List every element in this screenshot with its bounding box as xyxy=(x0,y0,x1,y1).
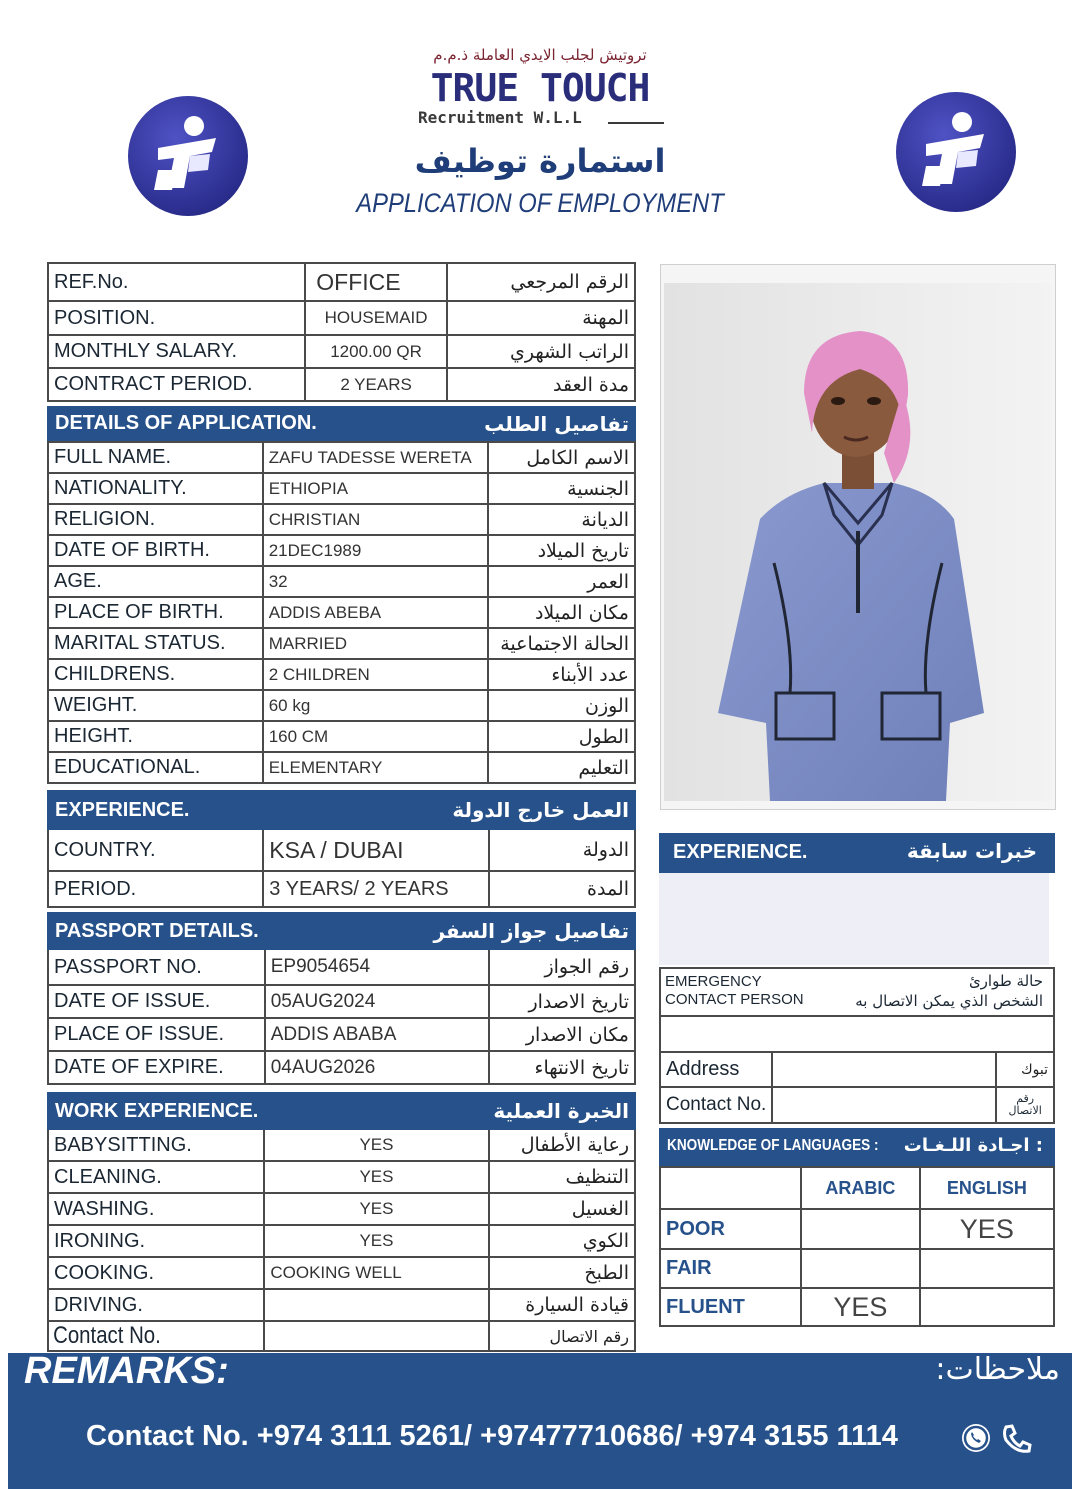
expire-date-value: 04AUG2026 xyxy=(265,1051,489,1084)
age-value: 32 xyxy=(263,566,489,597)
table-row xyxy=(660,1167,1054,1209)
details-table xyxy=(47,406,636,441)
religion-value: CHRISTIAN xyxy=(263,504,489,535)
details-header xyxy=(48,407,635,440)
table-row xyxy=(48,535,635,566)
contract-label: CONTRACT PERIOD. xyxy=(48,368,305,401)
level-poor: POOR xyxy=(660,1209,801,1249)
table-row xyxy=(48,829,635,871)
company-logo-right-icon xyxy=(896,92,1016,212)
emergency-contact-ar-line1: رقم xyxy=(1016,1092,1035,1105)
right-experience-box xyxy=(659,873,1049,965)
expire-date-label-ar: تاريخ الانتهاء xyxy=(489,1051,635,1084)
table-row xyxy=(48,1193,635,1225)
babysitting-value: YES xyxy=(264,1129,488,1161)
subtitle-underline xyxy=(608,122,664,124)
contact-no-value xyxy=(264,1321,488,1351)
salary-label: MONTHLY SALARY. xyxy=(48,335,305,368)
experience-title: EXPERIENCE. xyxy=(48,791,263,829)
table-row xyxy=(48,368,635,401)
passport-title-ar: تفاصيل جواز السفر xyxy=(265,913,635,949)
table-row xyxy=(660,1016,1054,1052)
emergency-label-line2: CONTACT PERSON xyxy=(665,991,804,1008)
table-row xyxy=(660,1052,1054,1087)
level-fluent: FLUENT xyxy=(660,1288,801,1326)
table-row xyxy=(48,442,635,473)
issue-place-label-ar: مكان الاصدار xyxy=(489,1018,635,1051)
pob-label-ar: مكان الميلاد xyxy=(488,597,635,628)
passport-table xyxy=(47,912,636,1085)
experience-table xyxy=(47,790,636,908)
emergency-contact-label: Contact No. xyxy=(660,1087,772,1123)
country-label: COUNTRY. xyxy=(48,829,263,871)
weight-label-ar: الوزن xyxy=(488,690,635,721)
work-title-ar: الخبرة العملية xyxy=(264,1093,635,1129)
address-value xyxy=(772,1052,996,1087)
table-row xyxy=(48,335,635,368)
education-label-ar: التعليم xyxy=(488,752,635,783)
driving-label: DRIVING. xyxy=(48,1289,264,1321)
fair-arabic xyxy=(801,1249,919,1288)
expire-date-label: DATE OF EXPIRE. xyxy=(48,1051,265,1084)
cooking-value: COOKING WELL xyxy=(264,1257,488,1289)
full-name-label: FULL NAME. xyxy=(48,442,263,473)
work-title: WORK EXPERIENCE. xyxy=(48,1093,264,1129)
contact-no-label: Contact No. xyxy=(48,1321,232,1351)
fluent-english xyxy=(920,1288,1054,1326)
age-label: AGE. xyxy=(48,566,263,597)
table-row xyxy=(660,968,1054,1016)
washing-label: WASHING. xyxy=(48,1193,264,1225)
ref-no-label-ar: الرقم المرجعي xyxy=(447,263,635,301)
religion-label-ar: الديانة xyxy=(488,504,635,535)
table-row xyxy=(48,1257,635,1289)
issue-place-value: ADDIS ABABA xyxy=(265,1018,489,1051)
languages-title: KNOWLEDGE OF LANGUAGES : xyxy=(667,1137,879,1154)
cleaning-label-ar: التنظيف xyxy=(489,1161,635,1193)
languages-corner xyxy=(660,1167,801,1209)
experience-header xyxy=(48,791,635,829)
company-subtitle: Recruitment W.L.L xyxy=(418,108,582,127)
col-english: ENGLISH xyxy=(920,1167,1054,1209)
table-row xyxy=(48,690,635,721)
cooking-label: COOKING. xyxy=(48,1257,264,1289)
age-label-ar: العمر xyxy=(488,566,635,597)
pob-value: ADDIS ABEBA xyxy=(263,597,489,628)
driving-label-ar: قيادة السيارة xyxy=(489,1289,635,1321)
table-row xyxy=(48,628,635,659)
phone-icon xyxy=(1000,1422,1034,1456)
height-label: HEIGHT. xyxy=(48,721,263,752)
table-row xyxy=(48,985,635,1018)
fluent-arabic: YES xyxy=(801,1288,919,1326)
passport-title: PASSPORT DETAILS. xyxy=(48,913,265,949)
dob-label: DATE OF BIRTH. xyxy=(48,535,263,566)
cleaning-label: CLEANING. xyxy=(48,1161,264,1193)
remarks-label-ar: ملاحظات: xyxy=(935,1352,1060,1387)
experience-title-ar: العمل خارج الدولة xyxy=(263,791,635,829)
details-title: DETAILS OF APPLICATION. xyxy=(48,407,478,440)
languages-title-ar: اجـادة اللـغـات : xyxy=(903,1135,1043,1156)
education-value: ELEMENTARY xyxy=(263,752,489,783)
table-row xyxy=(48,1051,635,1084)
table-row xyxy=(48,752,635,783)
col-arabic: ARABIC xyxy=(801,1167,919,1209)
table-row xyxy=(48,659,635,690)
languages-header xyxy=(659,1128,1055,1166)
table-row xyxy=(48,1161,635,1193)
poor-english: YES xyxy=(920,1209,1054,1249)
issue-place-label: PLACE OF ISSUE. xyxy=(48,1018,265,1051)
ironing-value: YES xyxy=(264,1225,488,1257)
fair-english xyxy=(920,1249,1054,1288)
children-label: CHILDRENS. xyxy=(48,659,263,690)
marital-value: MARRIED xyxy=(263,628,489,659)
babysitting-label: BABYSITTING. xyxy=(48,1129,264,1161)
ref-no-value: OFFICE xyxy=(305,263,447,301)
basic-info-table xyxy=(47,262,636,402)
table-row xyxy=(660,1087,1054,1123)
position-label: POSITION. xyxy=(48,301,305,335)
table-row xyxy=(660,1249,1054,1288)
cooking-label-ar: الطبخ xyxy=(489,1257,635,1289)
work-header xyxy=(48,1093,635,1129)
right-experience-header xyxy=(659,833,1055,873)
poor-arabic xyxy=(801,1209,919,1249)
form-title-arabic: استمارة توظيف xyxy=(414,142,666,180)
table-row xyxy=(48,301,635,335)
full-name-label-ar: الاسم الكامل xyxy=(488,442,635,473)
country-value: KSA / DUBAI xyxy=(263,829,489,871)
height-value: 160 CM xyxy=(263,721,489,752)
emergency-label xyxy=(665,973,804,1009)
education-label: EDUCATIONAL. xyxy=(48,752,263,783)
full-name-value: ZAFU TADESSE WERETA xyxy=(263,442,489,473)
emergency-label-line1: EMERGENCY xyxy=(665,973,762,990)
emergency-label-ar-line1: حالة طوارئ xyxy=(968,972,1043,990)
table-row xyxy=(48,1225,635,1257)
whatsapp-icon xyxy=(962,1424,990,1452)
nationality-value: ETHIOPIA xyxy=(263,473,489,504)
table-row xyxy=(48,473,635,504)
level-fair: FAIR xyxy=(660,1249,801,1288)
period-label-ar: المدة xyxy=(489,871,635,907)
contact-no-label-ar: رقم الاتصال xyxy=(489,1321,635,1351)
issue-date-label-ar: تاريخ الاصدار xyxy=(489,985,635,1018)
passport-no-label: PASSPORT NO. xyxy=(48,949,265,985)
footer-contact: Contact No. +974 3111 5261/ +97477710686/ +974 3155 1114 xyxy=(86,1420,898,1452)
period-label: PERIOD. xyxy=(48,871,263,907)
nationality-label-ar: الجنسية xyxy=(488,473,635,504)
emergency-table xyxy=(659,967,1055,1124)
passport-no-label-ar: رقم الجواز xyxy=(489,949,635,985)
weight-value: 60 kg xyxy=(263,690,489,721)
company-name-arabic: تروتيش لجلب الايدي العاملة ذ.م.م xyxy=(433,46,647,64)
table-row xyxy=(48,1289,635,1321)
salary-value: 1200.00 QR xyxy=(305,335,447,368)
applicant-photo xyxy=(664,283,1052,801)
driving-value xyxy=(264,1289,488,1321)
emergency-contact-label-ar xyxy=(996,1087,1054,1123)
table-row xyxy=(48,949,635,985)
passport-header xyxy=(48,913,635,949)
salary-label-ar: الراتب الشهري xyxy=(447,335,635,368)
form-title: APPLICATION OF EMPLOYMENT xyxy=(356,188,724,218)
address-label-ar: تبوك xyxy=(996,1052,1054,1087)
contract-label-ar: مدة العقد xyxy=(447,368,635,401)
table-row xyxy=(660,1209,1054,1249)
table-row xyxy=(48,721,635,752)
washing-value: YES xyxy=(264,1193,488,1225)
table-row xyxy=(48,504,635,535)
country-label-ar: الدولة xyxy=(489,829,635,871)
washing-label-ar: الغسيل xyxy=(489,1193,635,1225)
company-name: TRUE TOUCH xyxy=(430,66,650,110)
table-row xyxy=(48,566,635,597)
ironing-label-ar: الكوي xyxy=(489,1225,635,1257)
right-experience-title: EXPERIENCE. xyxy=(673,841,808,863)
address-label: Address xyxy=(660,1052,772,1087)
emergency-label-ar-line2: الشخص الذي يمكن الاتصال به xyxy=(855,992,1043,1010)
period-value: 3 YEARS/ 2 YEARS xyxy=(263,871,489,907)
nationality-label: NATIONALITY. xyxy=(48,473,263,504)
table-row xyxy=(48,1018,635,1051)
ref-no-label: REF.No. xyxy=(48,263,305,301)
ironing-label: IRONING. xyxy=(48,1225,264,1257)
languages-table xyxy=(659,1166,1055,1327)
passport-no-value: EP9054654 xyxy=(265,949,489,985)
emergency-label-ar xyxy=(855,971,1043,1011)
table-row xyxy=(48,597,635,628)
weight-label: WEIGHT. xyxy=(48,690,263,721)
emergency-contact-ar-line2: الاتصال xyxy=(1008,1104,1042,1117)
details-rows xyxy=(47,441,636,784)
table-row xyxy=(660,1288,1054,1326)
emergency-cell xyxy=(660,968,1054,1016)
table-row xyxy=(48,1129,635,1161)
height-label-ar: الطول xyxy=(488,721,635,752)
position-value: HOUSEMAID xyxy=(305,301,447,335)
table-row xyxy=(48,1321,635,1351)
marital-label-ar: الحالة الاجتماعية xyxy=(488,628,635,659)
children-label-ar: عدد الأبناء xyxy=(488,659,635,690)
religion-label: RELIGION. xyxy=(48,504,263,535)
right-experience-title-ar: خبرات سابقة xyxy=(906,839,1037,863)
contract-value: 2 YEARS xyxy=(305,368,447,401)
remarks-label: REMARKS: xyxy=(24,1350,229,1392)
dob-value: 21DEC1989 xyxy=(263,535,489,566)
company-logo-left-icon xyxy=(128,96,248,216)
children-value: 2 CHILDREN xyxy=(263,659,489,690)
emergency-contact-value xyxy=(772,1087,996,1123)
babysitting-label-ar: رعاية الأطفال xyxy=(489,1129,635,1161)
issue-date-label: DATE OF ISSUE. xyxy=(48,985,265,1018)
work-experience-table xyxy=(47,1092,636,1352)
emergency-name-value xyxy=(660,1016,1054,1052)
position-label-ar: المهنة xyxy=(447,301,635,335)
table-row xyxy=(48,871,635,907)
pob-label: PLACE OF BIRTH. xyxy=(48,597,263,628)
dob-label-ar: تاريخ الميلاد xyxy=(488,535,635,566)
cleaning-value: YES xyxy=(264,1161,488,1193)
issue-date-value: 05AUG2024 xyxy=(265,985,489,1018)
table-row xyxy=(48,263,635,301)
details-title-ar: تفاصيل الطلب xyxy=(478,407,635,440)
marital-label: MARITAL STATUS. xyxy=(48,628,263,659)
